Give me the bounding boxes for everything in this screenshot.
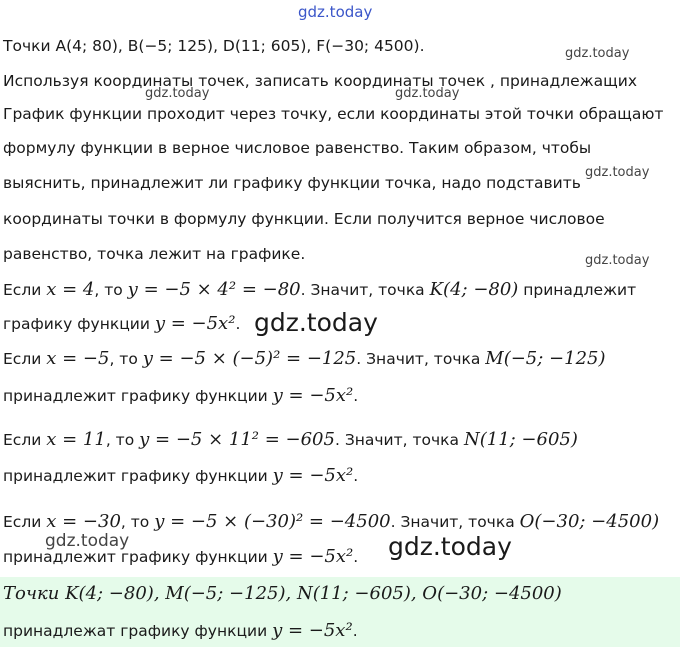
points-given: Точки A(4; 80), B(−5; 125), D(11; 605), F(−30; 4500). bbox=[3, 37, 425, 55]
watermark: gdz.today bbox=[585, 253, 650, 268]
watermark: gdz.today bbox=[565, 46, 630, 61]
watermark-top: gdz.today bbox=[298, 3, 373, 21]
watermark: gdz.today bbox=[45, 531, 130, 551]
explanation-line: координаты точки в формулу функции. Если получится верное числовое bbox=[3, 210, 605, 228]
answer-points: Точки K(4; −80), M(−5; −125), N(11; −605), O(−30; −4500) bbox=[3, 583, 562, 604]
explanation-line: выяснить, принадлежит ли графику функции точка, надо подставить bbox=[3, 174, 581, 192]
case-line: принадлежит графику функции y = −5x². bbox=[3, 465, 359, 486]
case-line: Если x = 4, то y = −5 × 4² = −80. Значит, точка K(4; −80) принадлежит bbox=[3, 279, 637, 300]
explanation-line: формулу функции в верное числовое равенство. Таким образом, чтобы bbox=[3, 139, 592, 157]
watermark: gdz.today bbox=[388, 532, 512, 561]
task-text: Используя координаты точек, записать координаты точек , принадлежащих bbox=[3, 72, 637, 90]
case-line: Если x = −5, то y = −5 × (−5)² = −125. Значит, точка M(−5; −125) bbox=[3, 348, 606, 369]
case-line: графику функции y = −5x². bbox=[3, 313, 241, 334]
case-line: Если x = 11, то y = −5 × 11² = −605. Значит, точка N(11; −605) bbox=[3, 429, 578, 450]
case-line: принадлежит графику функции y = −5x². bbox=[3, 385, 359, 406]
case-line: Если x = −30, то y = −5 × (−30)² = −4500. Значит, точка O(−30; −4500) bbox=[3, 511, 660, 532]
answer-function: принадлежат графику функции y = −5x². bbox=[3, 620, 358, 641]
watermark: gdz.today bbox=[254, 308, 378, 337]
watermark: gdz.today bbox=[395, 86, 460, 101]
watermark: gdz.today bbox=[585, 165, 650, 180]
watermark: gdz.today bbox=[145, 86, 210, 101]
explanation-line: равенство, точка лежит на графике. bbox=[3, 245, 306, 263]
case-line: принадлежит графику функции y = −5x². bbox=[3, 546, 359, 567]
explanation-line: График функции проходит через точку, если координаты этой точки обращают bbox=[3, 105, 664, 123]
